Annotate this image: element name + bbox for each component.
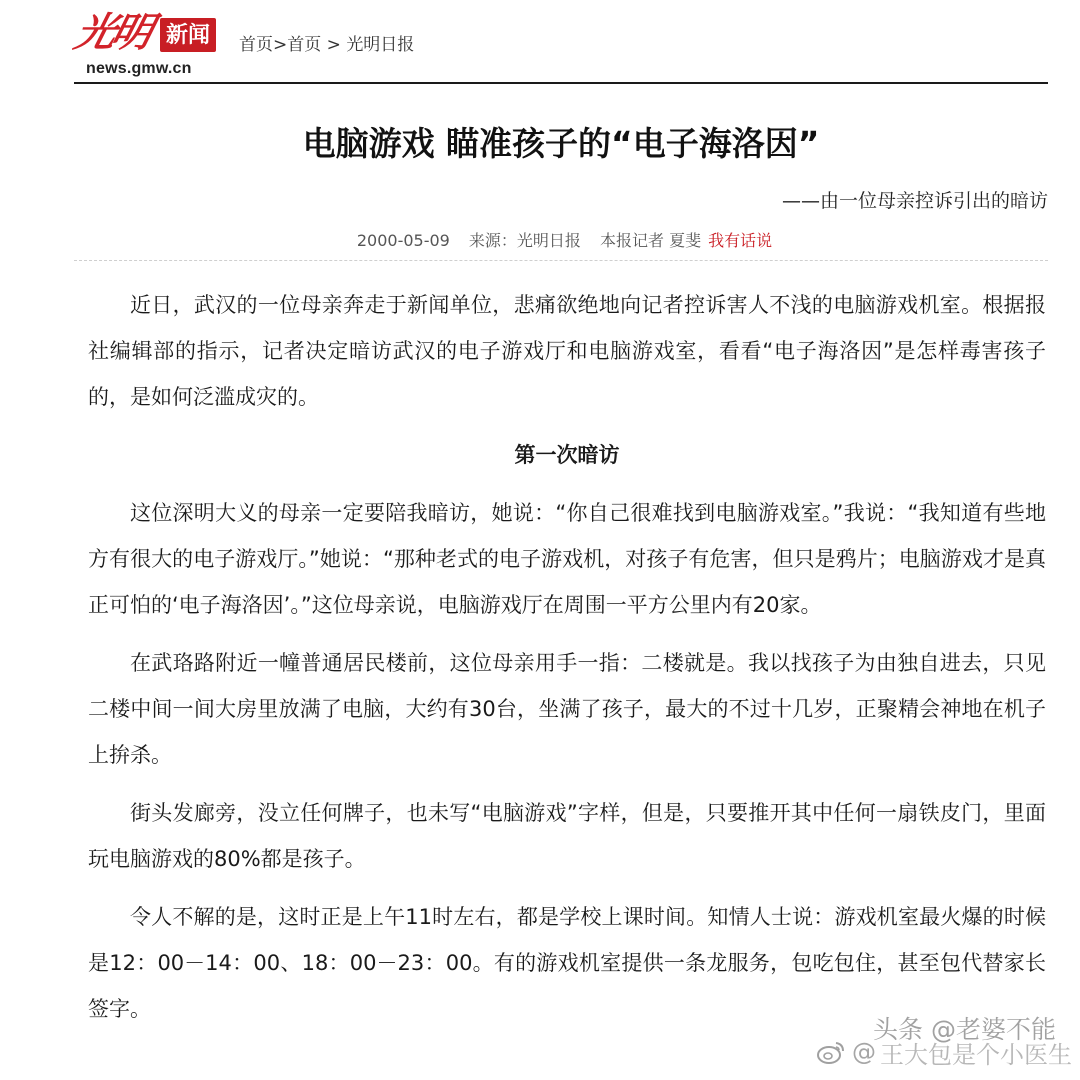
breadcrumb-home-2[interactable]: 首页 xyxy=(287,35,322,55)
article-paragraph-intro: 近日，武汉的一位母亲奔走于新闻单位，悲痛欲绝地向记者控诉害人不浅的电脑游戏机室。根据报社编辑部的指示，记者决定暗访武汉的电子游戏厅和电脑游戏室，看看“电子海洛因”是怎样毒害孩子的，是如何泛滥成灾的。 xyxy=(88,293,1046,409)
article-title: 电脑游戏 瞄准孩子的“电子海洛因” xyxy=(302,124,820,163)
article-meta xyxy=(74,228,1048,251)
logo-domain: news.gmw.cn xyxy=(86,60,192,77)
comment-link[interactable]: 我有话说 xyxy=(708,231,773,250)
breadcrumb-home-1[interactable]: 首页 xyxy=(239,35,273,55)
logo-news-tag: 新闻 xyxy=(160,18,216,52)
article-subtitle: ——由一位母亲控诉引出的暗访 xyxy=(781,190,1048,212)
article-paragraph: 街头发廊旁，没立任何牌子，也未写“电脑游戏”字样，但是，只要推开其中任何一扇铁皮门，里面玩电脑游戏的80%都是孩子。 xyxy=(88,801,1046,871)
site-logo[interactable] xyxy=(70,4,234,78)
weibo-watermark xyxy=(816,1032,1072,1072)
section-heading: 第一次暗访 xyxy=(514,443,620,467)
publish-date: 2000-05-09 xyxy=(356,231,450,250)
guangming-logo-mark xyxy=(70,6,156,60)
breadcrumb-separator: > xyxy=(321,35,347,55)
breadcrumb-separator: > xyxy=(273,35,288,55)
article-paragraph: 令人不解的是，这时正是上午11时左右，都是学校上课时间。知情人士说：游戏机室最火爆的时候是12：00－14：00、18：00－23：00。有的游戏机室提供一条龙服务，包吃包住，甚至包代替家长签字。 xyxy=(88,905,1046,1021)
logo-script: 光明 xyxy=(70,9,154,56)
article-author: 本报记者 夏斐 xyxy=(600,231,702,250)
article-body xyxy=(88,282,1046,1044)
site-header xyxy=(70,0,1048,84)
article-source: 来源：光明日报 xyxy=(468,231,581,250)
meta-divider xyxy=(74,260,1048,261)
breadcrumb-guangming-daily[interactable]: 光明日报 xyxy=(346,35,415,55)
weibo-icon xyxy=(816,1039,846,1065)
article-paragraph: 这位深明大义的母亲一定要陪我暗访，她说：“你自己很难找到电脑游戏室。”我说：“我知道有些地方有很大的电子游戏厅。”她说：“那种老式的电子游戏机，对孩子有危害，但只是鸦片；电脑游戏才是真正可怕的‘电子海洛因’。”这位母亲说，电脑游戏厅在周围一平方公里内有20家。 xyxy=(88,501,1046,617)
watermark-at: @ xyxy=(852,1038,876,1066)
toutiao-watermark: 头条 @老婆不能 xyxy=(873,1015,1056,1044)
article-paragraph: 在武珞路附近一幢普通居民楼前，这位母亲用手一指：二楼就是。我以找孩子为由独自进去，只见二楼中间一间大房里放满了电脑，大约有30台，坐满了孩子，最大的不过十几岁，正聚精会神地在机子上拚杀。 xyxy=(88,651,1046,767)
watermark-handle: 王大包是个小医生 xyxy=(880,1040,1072,1069)
breadcrumb xyxy=(239,30,414,55)
